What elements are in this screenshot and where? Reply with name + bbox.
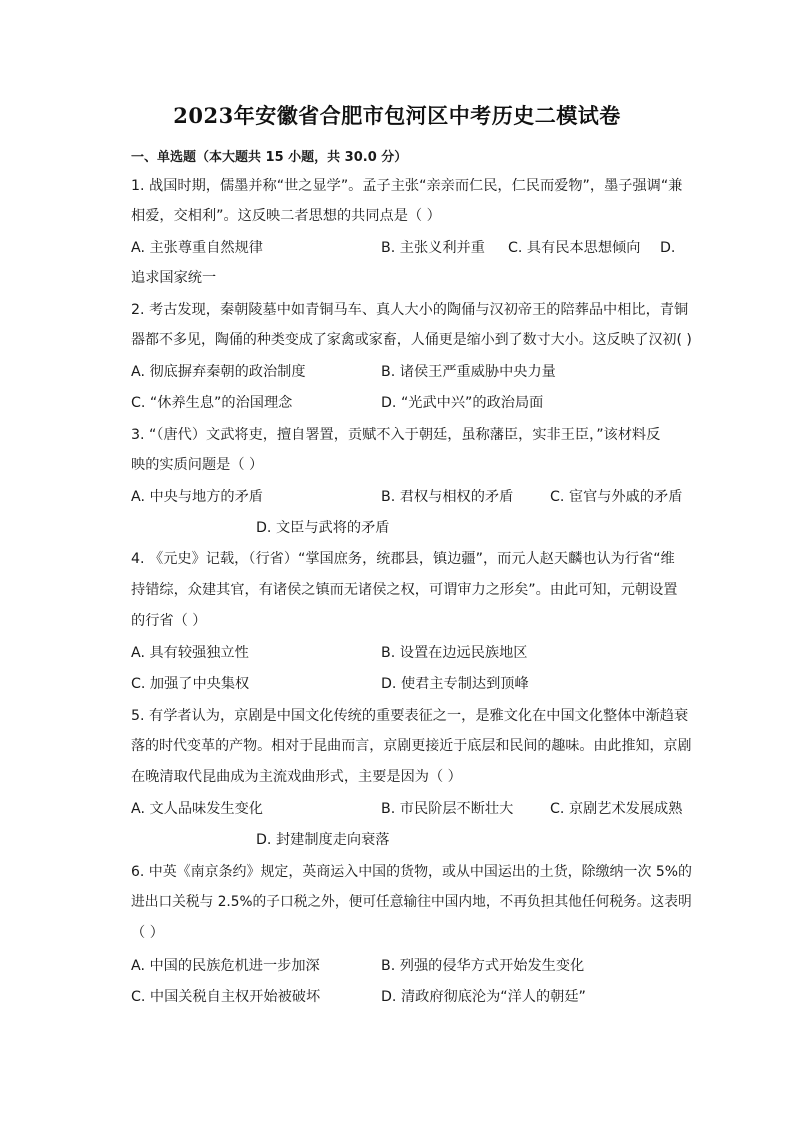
- question-4-option-a[interactable]: A. 具有较强独立性: [131, 645, 249, 661]
- question-3-option-c[interactable]: C. 宦官与外戚的矛盾: [550, 489, 683, 505]
- question-6-line-3: （ ）: [131, 925, 164, 941]
- question-1-option-d-text: 追求国家统一: [131, 270, 217, 286]
- question-1-option-b[interactable]: B. 主张义利并重: [381, 240, 485, 256]
- question-2-option-a[interactable]: A. 彻底摒弃秦朝的政治制度: [131, 364, 306, 380]
- question-6-line-2: 进出口关税与 2.5%的子口税之外，便可任意输往中国内地，不再负担其他任何税务。这表明: [131, 894, 692, 910]
- question-1-option-c[interactable]: C. 具有民本思想倾向: [508, 240, 641, 256]
- question-6-option-c[interactable]: C. 中国关税自主权开始被破坏: [131, 989, 321, 1005]
- question-2-line-2: 器都不多见，陶俑的种类变成了家禽或家畜，人俑更是缩小到了数寸大小。这反映了汉初( ): [131, 332, 692, 348]
- question-5-line-2: 落的时代变革的产物。相对于昆曲而言，京剧更接近于底层和民间的趣味。由此推知，京剧: [131, 738, 692, 754]
- question-3-line-2: 映的实质问题是（ ）: [131, 457, 264, 473]
- question-4-line-3: 的行省（ ）: [131, 613, 207, 629]
- question-5-option-a[interactable]: A. 文人品味发生变化: [131, 801, 263, 817]
- question-1-option-a[interactable]: A. 主张尊重自然规律: [131, 240, 263, 256]
- page-title: 2023年安徽省合肥市包河区中考历史二模试卷: [173, 103, 621, 128]
- question-3-option-a[interactable]: A. 中央与地方的矛盾: [131, 489, 263, 505]
- question-5-line-3: 在晚清取代昆曲成为主流戏曲形式，主要是因为（ ）: [131, 769, 462, 785]
- question-4-line-2: 持错综，众建其官，有诸侯之镇而无诸侯之权，可谓审力之形矣”。由此可知，元朝设置: [131, 582, 678, 598]
- question-5-option-d[interactable]: D. 封建制度走向衰落: [256, 832, 390, 848]
- section-heading: 一、单选题（本大题共 15 小题，共 30.0 分）: [131, 150, 408, 165]
- question-4-option-c[interactable]: C. 加强了中央集权: [131, 676, 250, 692]
- question-5-option-c[interactable]: C. 京剧艺术发展成熟: [550, 801, 683, 817]
- question-4-line-1: 4. 《元史》记载，（行省）“掌国庶务，统郡县，镇边疆”，而元人赵天麟也认为行省“维: [131, 551, 675, 567]
- question-5-line-1: 5. 有学者认为，京剧是中国文化传统的重要表征之一，是雅文化在中国文化整体中渐趋衰: [131, 708, 689, 724]
- question-1-line-1: 1. 战国时期，儒墨并称“世之显学”。孟子主张“亲亲而仁民，仁民而爱物”，墨子强调“兼: [131, 178, 683, 194]
- question-2-line-1: 2. 考古发现，秦朝陵墓中如青铜马车、真人大小的陶俑与汉初帝王的陪葬品中相比，青铜: [131, 302, 689, 318]
- question-3-option-d[interactable]: D. 文臣与武将的矛盾: [256, 520, 390, 536]
- question-6-line-1: 6. 中英《南京条约》规定，英商运入中国的货物，或从中国运出的土货，除缴纳一次 5%的: [131, 864, 693, 880]
- question-2-option-d[interactable]: D. “光武中兴”的政治局面: [381, 395, 544, 411]
- question-6-option-b[interactable]: B. 列强的侵华方式开始发生变化: [381, 958, 585, 974]
- question-3-line-1: 3. “（唐代）文武将吏，擅自署置，贡赋不入于朝廷，虽称藩臣，实非王臣，”该材料反: [131, 427, 661, 443]
- question-5-option-b[interactable]: B. 市民阶层不断壮大: [381, 801, 514, 817]
- question-6-option-d[interactable]: D. 清政府彻底沦为“洋人的朝廷”: [381, 989, 586, 1005]
- question-1-option-d[interactable]: D.: [660, 240, 676, 256]
- question-3-option-b[interactable]: B. 君权与相权的矛盾: [381, 489, 514, 505]
- question-2-option-b[interactable]: B. 诸侯王严重威胁中央力量: [381, 364, 556, 380]
- question-2-option-c[interactable]: C. “休养生息”的治国理念: [131, 395, 293, 411]
- question-4-option-b[interactable]: B. 设置在边远民族地区: [381, 645, 528, 661]
- question-4-option-d[interactable]: D. 使君主专制达到顶峰: [381, 676, 529, 692]
- question-1-line-2: 相爱，交相利”。这反映二者思想的共同点是（ ）: [131, 208, 441, 224]
- question-6-option-a[interactable]: A. 中国的民族危机进一步加深: [131, 958, 320, 974]
